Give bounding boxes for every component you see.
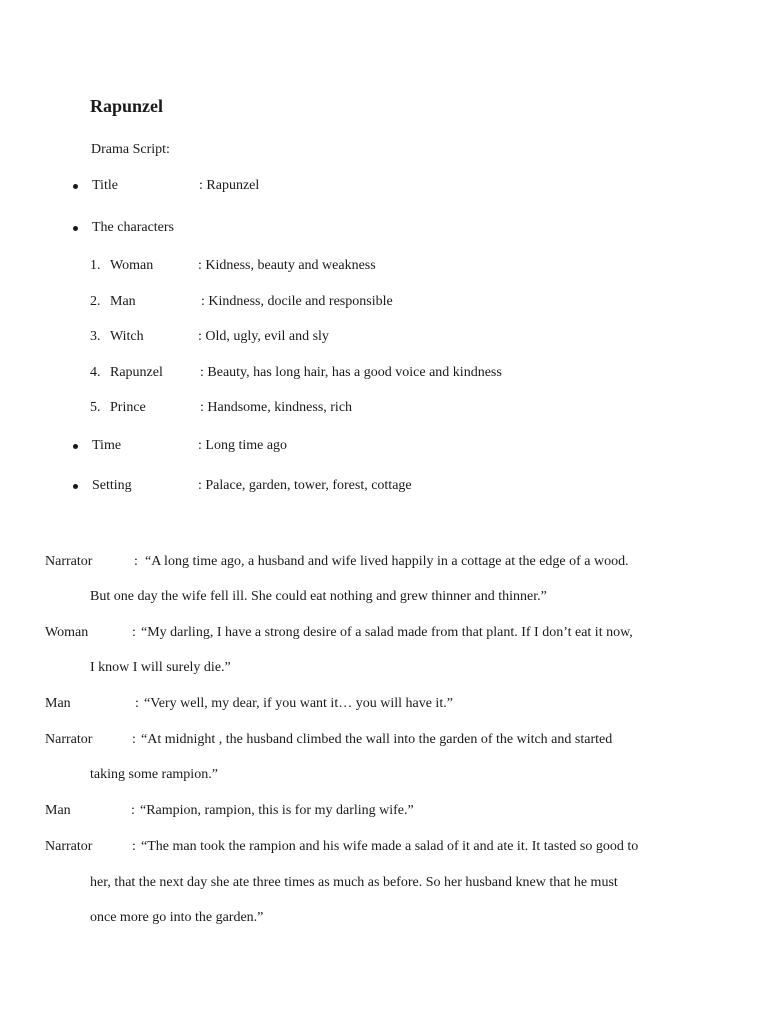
character-number: 3. [90, 329, 101, 344]
dialogue-line: “At midnight , the husband climbed the wall into the garden of the witch and started [141, 732, 613, 747]
dialogue-line: I know I will surely die.” [90, 660, 231, 675]
character-description: : Handsome, kindness, rich [200, 400, 353, 415]
time-value: : Long time ago [198, 438, 288, 453]
bullet-icon [73, 444, 78, 449]
speaker-separator: : [132, 625, 136, 640]
speaker-separator: : [134, 554, 138, 569]
character-number: 5. [90, 400, 101, 415]
character-name: Prince [110, 400, 146, 415]
character-name: Witch [110, 329, 144, 344]
speaker-separator: : [135, 696, 139, 711]
character-name: Rapunzel [110, 365, 163, 380]
dialogue-line: “My darling, I have a strong desire of a salad made from that plant. If I don’t eat it now, [141, 625, 633, 640]
time-label: Time [92, 438, 122, 453]
setting-value: : Palace, garden, tower, forest, cottage [198, 478, 412, 493]
character-name: Woman [110, 258, 154, 273]
setting-label: Setting [92, 478, 132, 493]
bullet-icon [73, 184, 78, 189]
character-number: 4. [90, 365, 101, 380]
bullet-icon [73, 226, 78, 231]
dialogue-line: her, that the next day she ate three times as much as before. So her husband knew that he must [90, 875, 618, 890]
character-description: : Kindness, docile and responsible [201, 294, 393, 309]
dialogue-line: once more go into the garden.” [90, 910, 264, 925]
character-description: : Old, ugly, evil and sly [198, 329, 329, 344]
dialogue-line: taking some rampion.” [90, 767, 218, 782]
dialogue-line: “The man took the rampion and his wife made a salad of it and ate it. It tasted so good to [141, 839, 639, 854]
characters-label: The characters [92, 220, 174, 235]
dialogue-line: But one day the wife fell ill. She could eat nothing and grew thinner and thinner.” [90, 589, 547, 604]
speaker-name: Narrator [45, 839, 93, 854]
speaker-separator: : [132, 732, 136, 747]
speaker-name: Man [45, 803, 71, 818]
speaker-name: Woman [45, 625, 89, 640]
bullet-icon [73, 484, 78, 489]
character-number: 2. [90, 294, 101, 309]
info-title-label: Title [92, 178, 118, 193]
character-description: : Kidness, beauty and weakness [198, 258, 376, 273]
character-number: 1. [90, 258, 101, 273]
dialogue-line: “A long time ago, a husband and wife lived happily in a cottage at the edge of a wood. [145, 554, 629, 569]
dialogue-line: “Very well, my dear, if you want it… you will have it.” [144, 696, 453, 711]
document-subtitle: Drama Script: [91, 142, 170, 157]
page-title: Rapunzel [90, 96, 164, 116]
character-description: : Beauty, has long hair, has a good voice and kindness [200, 365, 502, 380]
speaker-name: Man [45, 696, 71, 711]
info-title-value: : Rapunzel [199, 178, 260, 193]
speaker-separator: : [131, 803, 135, 818]
speaker-separator: : [132, 839, 136, 854]
character-name: Man [110, 294, 136, 309]
speaker-name: Narrator [45, 554, 93, 569]
speaker-name: Narrator [45, 732, 93, 747]
dialogue-line: “Rampion, rampion, this is for my darling wife.” [140, 803, 414, 818]
